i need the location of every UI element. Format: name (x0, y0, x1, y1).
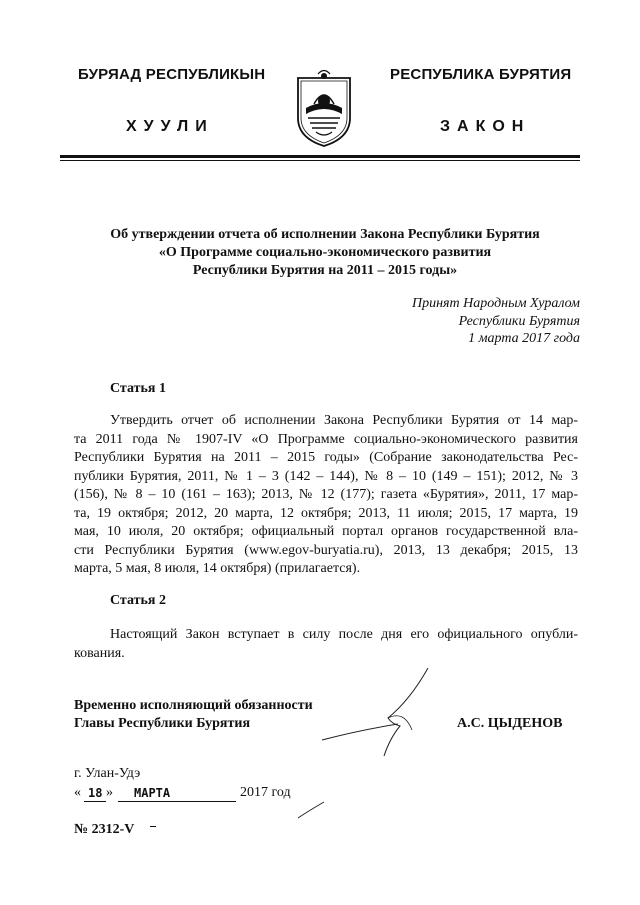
article-2-line: кования. (74, 645, 125, 661)
date-month-underline (118, 801, 236, 802)
adoption-line: Республики Бурятия (458, 313, 580, 329)
handwritten-signature-icon (300, 660, 440, 760)
article-1-line: Утвердить отчет об исполнении Закона Республики Бурятия от 14 мар- (110, 413, 578, 428)
law-title (60, 226, 590, 280)
signatory-name: А.С. ЦЫДЕНОВ (457, 716, 563, 731)
article-1-line: та 2011 года № 1907-IV «О Программе социально-экономического развития (74, 431, 578, 447)
article-1-line: публики Бурятия, 2011, № 1 – 3 (142 – 144), № 8 – 10 (149 – 151); 2012, № 3 (74, 468, 578, 484)
header-rule-thin (60, 160, 580, 161)
header-rule-thick (60, 155, 580, 158)
article-2-text (74, 626, 578, 663)
date-open-quote: « (74, 785, 81, 800)
signatory-position-line1: Временно исполняющий обязанности (74, 698, 313, 713)
article-1-line: Республики Бурятия на 2011 – 2015 годы» (Собрание законодательства Рес- (74, 450, 578, 465)
mark-dash (150, 826, 156, 827)
article-2-line: Настоящий Закон вступает в силу после дня его официального опубли- (110, 627, 578, 642)
article-1-line: (156), № 8 – 10 (161 – 163); 2013, № 12 (177); газета «Бурятия», 2011, 17 мар- (74, 487, 578, 502)
adoption-line: Принят Народным Хуралом (411, 296, 580, 311)
header-right-bottom: ЗАКОН (440, 118, 531, 135)
law-number: № 2312-V (74, 822, 135, 837)
signatory-position-line2: Главы Республики Бурятия (74, 716, 251, 731)
header-left-bottom: ХУУЛИ (126, 118, 214, 135)
law-title-line: Об утверждении отчета об исполнении Закона Республики Бурятия (110, 227, 540, 242)
adoption-line: 1 марта 2017 года (468, 331, 580, 346)
header-left-top: БУРЯАД РЕСПУБЛИКЫН (78, 66, 266, 83)
article-1-line: мая, 10 июля, 20 октября; официальный портал органов государственной вла- (74, 524, 578, 539)
article-1-line: марта, 5 мая, 8 июля, 14 октября) (прилагается). (74, 561, 361, 576)
article-1-line: сти Республики Бурятия (www.egov-buryatia.ru), 2013, 13 декабря; 2015, 13 (74, 542, 578, 558)
article-1-heading: Статья 1 (110, 381, 166, 396)
header-right-top: РЕСПУБЛИКА БУРЯТИЯ (390, 66, 572, 83)
pen-stroke-icon (296, 800, 326, 820)
adoption-note (412, 295, 580, 348)
date-month: МАРТА (134, 786, 171, 800)
date-year: 2017 год (240, 785, 291, 800)
law-title-line: «О Программе социально-экономического развития (158, 245, 492, 260)
article-1-line: та, 19 октября; 2012, 20 марта, 12 октября; 2013, 11 июля; 2015, 17 марта, 19 (74, 505, 578, 521)
date-day-underline (84, 801, 106, 802)
article-2-heading: Статья 2 (110, 593, 166, 608)
date-day: 18 (88, 786, 103, 800)
coat-of-arms-icon (292, 68, 356, 148)
city: г. Улан-Удэ (74, 766, 141, 781)
article-1-text (74, 412, 578, 579)
law-title-line: Республики Бурятия на 2011 – 2015 годы» (192, 263, 458, 278)
date-close-quote: » (106, 785, 113, 800)
